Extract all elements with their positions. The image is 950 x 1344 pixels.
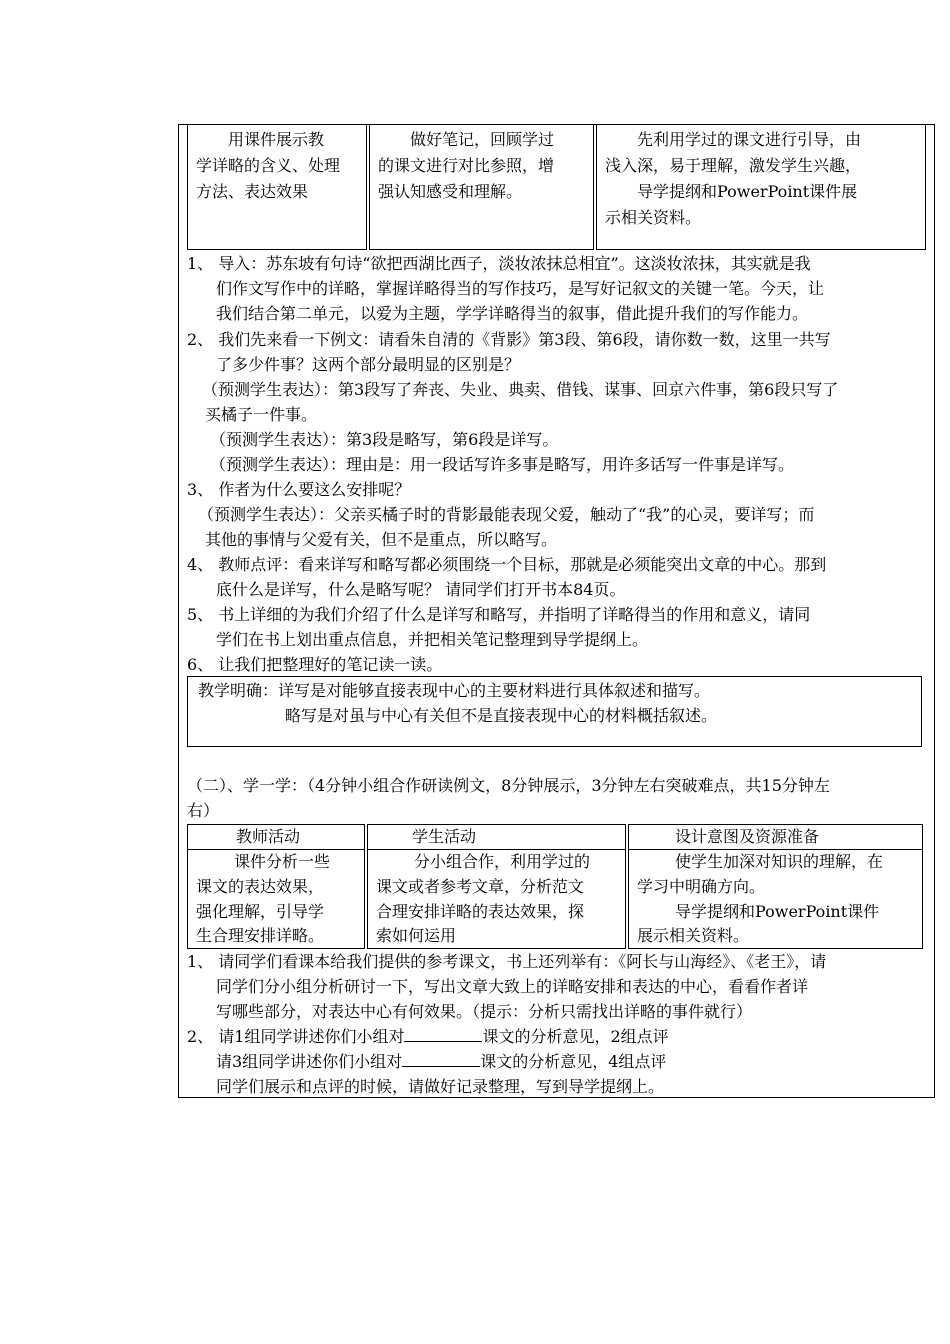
table2-design-line: 使学生加深对知识的理解，在 bbox=[675, 852, 884, 871]
fill-in-blank[interactable] bbox=[404, 1027, 482, 1042]
step-line: 1、 导入：苏东坡有句诗“欲把西湖比西子，淡妆浓抹总相宜”。这淡妆浓抹，其实就是我 bbox=[187, 254, 811, 273]
table2-header-design bbox=[628, 824, 923, 850]
step-line: 我们结合第二单元，以爱为主题，学学详略得当的叙事，借此提升我们的写作能力。 bbox=[216, 304, 809, 323]
top-design-line: 导学提纲和PowerPoint课件展 bbox=[637, 182, 858, 201]
table2-design-cell bbox=[628, 849, 923, 949]
clarification-line-2: 略写是对虽与中心有关但不是直接表现中心的材料概括叙述。 bbox=[285, 706, 718, 725]
step-line: 其他的事情与父爱有关，但不是重点，所以略写。 bbox=[205, 530, 558, 549]
table2-student-cell bbox=[367, 849, 626, 949]
top-student-line: 做好笔记，回顾学过 bbox=[410, 130, 555, 149]
step-line: （预测学生表达）：理由是：用一段话写许多事是略写，用许多话写一件事是详写。 bbox=[210, 455, 795, 474]
top-teacher-line: 学详略的含义、处理 bbox=[196, 156, 341, 175]
table2-header-teacher bbox=[187, 824, 365, 850]
table2-student-line: 索如何运用 bbox=[376, 926, 457, 945]
step-line: 4、 教师点评：看来详写和略写都必须围绕一个目标，那就是必须能突出文章的中心。那到 bbox=[187, 555, 827, 574]
table2-design-line: 导学提纲和PowerPoint课件 bbox=[675, 902, 880, 921]
section-2-heading: （二）、学一学：（4分钟小组合作研读例文，8分钟展示，3分钟左右突破难点，共15分钟左 bbox=[187, 776, 830, 795]
step-line: 3、 作者为什么要这么安排呢？ bbox=[187, 480, 411, 499]
table2-design-line: 展示相关资料。 bbox=[637, 926, 750, 945]
top-teacher-line: 用课件展示教 bbox=[228, 130, 325, 149]
step-line: （预测学生表达）：第3段写了奔丧、失业、典卖、借钱、谋事、回京六件事，第6段只写了 bbox=[202, 380, 839, 399]
task-text: 课文的分析意见，4组点评 bbox=[480, 1052, 667, 1071]
step-line: 了多少件事？这两个部分最明显的区别是？ bbox=[216, 355, 521, 374]
task-line: 同学们展示和点评的时候，请做好记录整理，写到导学提纲上。 bbox=[216, 1077, 665, 1096]
task-text: 课文的分析意见，2组点评 bbox=[482, 1027, 669, 1046]
header-teacher-activity: 教师活动 bbox=[236, 827, 301, 846]
task-line-group34 bbox=[216, 1050, 666, 1074]
task-line: 写哪些部分，对表达中心有何效果。（提示：分析只需找出详略的事件就行） bbox=[216, 1002, 753, 1021]
top-teacher-line: 方法、表达效果 bbox=[196, 182, 309, 201]
table2-student-line: 分小组合作，利用学过的 bbox=[414, 852, 591, 871]
table2-teacher-line: 课件分析一些 bbox=[234, 852, 331, 871]
top-student-line: 强认知感受和理解。 bbox=[378, 182, 523, 201]
step-line: （预测学生表达）：父亲买橘子时的背影最能表现父爱，触动了“我”的心灵，要详写；而 bbox=[198, 505, 815, 524]
top-table-student-cell bbox=[369, 124, 594, 250]
table2-design-line: 学习中明确方向。 bbox=[637, 877, 766, 896]
step-line: 买橘子一件事。 bbox=[205, 405, 318, 424]
top-table-teacher-cell bbox=[187, 124, 367, 250]
table2-teacher-line: 生合理安排详略。 bbox=[196, 926, 325, 945]
table2-teacher-line: 强化理解，引导学 bbox=[196, 902, 325, 921]
table2-header-student bbox=[367, 824, 626, 850]
step-line: 们作文写作中的详略，掌握详略得当的写作技巧，是写好记叙文的关键一笔。今天，让 bbox=[216, 279, 825, 298]
table2-teacher-cell bbox=[187, 849, 365, 949]
step-line: 5、 书上详细的为我们介绍了什么是详写和略写，并指明了详略得当的作用和意义，请同 bbox=[187, 605, 811, 624]
top-student-line: 的课文进行对比参照，增 bbox=[378, 156, 555, 175]
section-2-heading-cont: 右） bbox=[187, 801, 220, 820]
step-line: 学们在书上划出重点信息，并把相关笔记整理到导学提纲上。 bbox=[216, 630, 649, 649]
task-line-group12 bbox=[187, 1025, 669, 1049]
top-table-design-cell bbox=[596, 124, 926, 250]
table2-teacher-line: 课文的表达效果， bbox=[196, 877, 325, 896]
task-text: 请3组同学讲述你们小组对 bbox=[216, 1052, 403, 1071]
step-line: 底什么是详写，什么是略写呢？ 请同学们打开书本84页。 bbox=[216, 580, 626, 599]
task-line: 同学们分小组分析研讨一下，写出文章大致上的详略安排和表达的中心，看看作者详 bbox=[216, 977, 809, 996]
step-line: 2、 我们先来看一下例文：请看朱自清的《背影》第3段、第6段，请你数一数，这里一共写 bbox=[187, 330, 831, 349]
top-design-line: 浅入深，易于理解，激发学生兴趣， bbox=[605, 156, 862, 175]
fill-in-blank[interactable] bbox=[402, 1052, 480, 1067]
step-line: （预测学生表达）：第3段是略写，第6段是详写。 bbox=[210, 430, 559, 449]
table2-student-line: 课文或者参考文章，分析范文 bbox=[376, 877, 585, 896]
task-line: 1、 请同学们看课本给我们提供的参考课文，书上还列举有：《阿长与山海经》、《老王》，请 bbox=[187, 952, 827, 971]
header-design-intent: 设计意图及资源准备 bbox=[675, 827, 820, 846]
step-line: 6、 让我们把整理好的笔记读一读。 bbox=[187, 655, 443, 674]
teaching-clarification-box bbox=[187, 676, 922, 747]
clarification-line-1: 教学明确：详写是对能够直接表现中心的主要材料进行具体叙述和描写。 bbox=[198, 681, 711, 700]
table2-student-line: 合理安排详略的表达效果，探 bbox=[376, 902, 585, 921]
task-text: 2、 请1组同学讲述你们小组对 bbox=[187, 1027, 405, 1046]
header-student-activity: 学生活动 bbox=[412, 827, 477, 846]
top-design-line: 先利用学过的课文进行引导，由 bbox=[637, 130, 862, 149]
top-design-line: 示相关资料。 bbox=[605, 208, 702, 227]
